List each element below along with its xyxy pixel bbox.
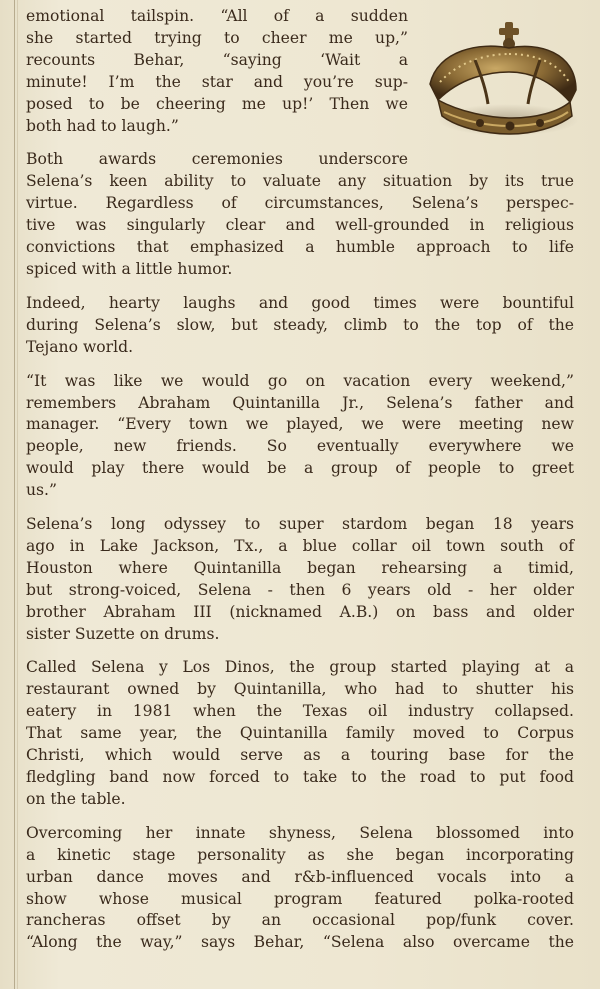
text-line: eatery in 1981 when the Texas oil industry collapsed.: [26, 702, 574, 721]
text-line: Selena’s keen ability to valuate any situation by its true: [26, 172, 574, 191]
text-line: “Along the way,” says Behar, “Selena also overcame the: [26, 933, 574, 952]
text-line: emotional tailspin. “All of a sudden: [26, 7, 408, 25]
text-line: but strong-voiced, Selena - then 6 years old - her older: [26, 580, 574, 599]
text-line: both had to laugh.”: [26, 116, 179, 135]
text-line: brother Abraham III (nicknamed A.B.) on bass and older: [26, 602, 574, 621]
text-line: on the table.: [26, 789, 126, 808]
text-line: us.”: [26, 481, 57, 500]
text-line: restaurant owned by Quintanilla, who had to shutter his: [26, 680, 574, 699]
text-line: spiced with a little humor.: [26, 259, 233, 278]
text-line: tive was singularly clear and well-grounded in religious: [26, 216, 574, 235]
text-line: Overcoming her innate shyness, Selena blossomed into: [26, 823, 574, 842]
paragraph-6: [26, 657, 574, 810]
text-line: remembers Abraham Quintanilla Jr., Selena’s father and: [26, 393, 574, 412]
text-line: fledgling band now forced to take to the road to put food: [26, 768, 574, 786]
text-line: virtue. Regardless of circumstances, Selena’s perspec-: [26, 194, 574, 213]
text-line: rancheras offset by an occasional pop/funk cover.: [26, 911, 574, 930]
page-edge-line-shadow: [17, 0, 18, 989]
text-line: Called Selena y Los Dinos, the group started playing at a: [26, 658, 574, 677]
text-line: That same year, the Quintanilla family moved to Corpus: [26, 724, 574, 743]
text-line: “It was like we would go on vacation every weekend,”: [26, 371, 574, 390]
text-line: posed to be cheering me up!’ Then we: [26, 94, 408, 113]
text-line: Houston where Quintanilla began rehearsing a timid,: [26, 558, 574, 577]
text-line: Tejano world.: [26, 337, 134, 356]
text-line: show whose musical program featured polka-rooted: [26, 889, 574, 908]
text-line: would play there would be a group of people to greet: [26, 459, 574, 478]
text-line: Indeed, hearty laughs and good times were bountiful: [26, 293, 574, 312]
text-line: she started trying to cheer me up,”: [26, 28, 408, 47]
paragraph-2: [26, 149, 574, 280]
text-line: sister Suzette on drums.: [26, 624, 220, 643]
text-line: ago in Lake Jackson, Tx., a blue collar oil town south of: [26, 536, 574, 555]
paragraph-1: [26, 6, 574, 137]
page-edge-line: [14, 0, 15, 989]
text-line: recounts Behar, “saying ‘Wait a: [26, 50, 408, 69]
article-body: [26, 6, 574, 966]
text-line: a kinetic stage personality as she began incorporating: [26, 845, 574, 864]
text-line: Selena’s long odyssey to super stardom began 18 years: [26, 515, 574, 534]
text-line: convictions that emphasized a humble approach to life: [26, 238, 574, 257]
text-line: people, new friends. So eventually everywhere we: [26, 437, 574, 456]
text-line: minute! I’m the star and you’re sup-: [26, 72, 408, 91]
paragraph-7: [26, 823, 574, 954]
paragraph-3: [26, 293, 574, 359]
text-line: during Selena’s slow, but steady, climb to the top of the: [26, 315, 574, 334]
text-line: Christi, which would serve as a touring base for the: [26, 746, 574, 765]
text-line: manager. “Every town we played, we were meeting new: [26, 415, 574, 434]
text-line: urban dance moves and r&b-influenced vocals into a: [26, 867, 574, 886]
text-line: Both awards ceremonies underscore: [26, 150, 408, 169]
paragraph-4: [26, 371, 574, 502]
paragraph-5: [26, 514, 574, 645]
